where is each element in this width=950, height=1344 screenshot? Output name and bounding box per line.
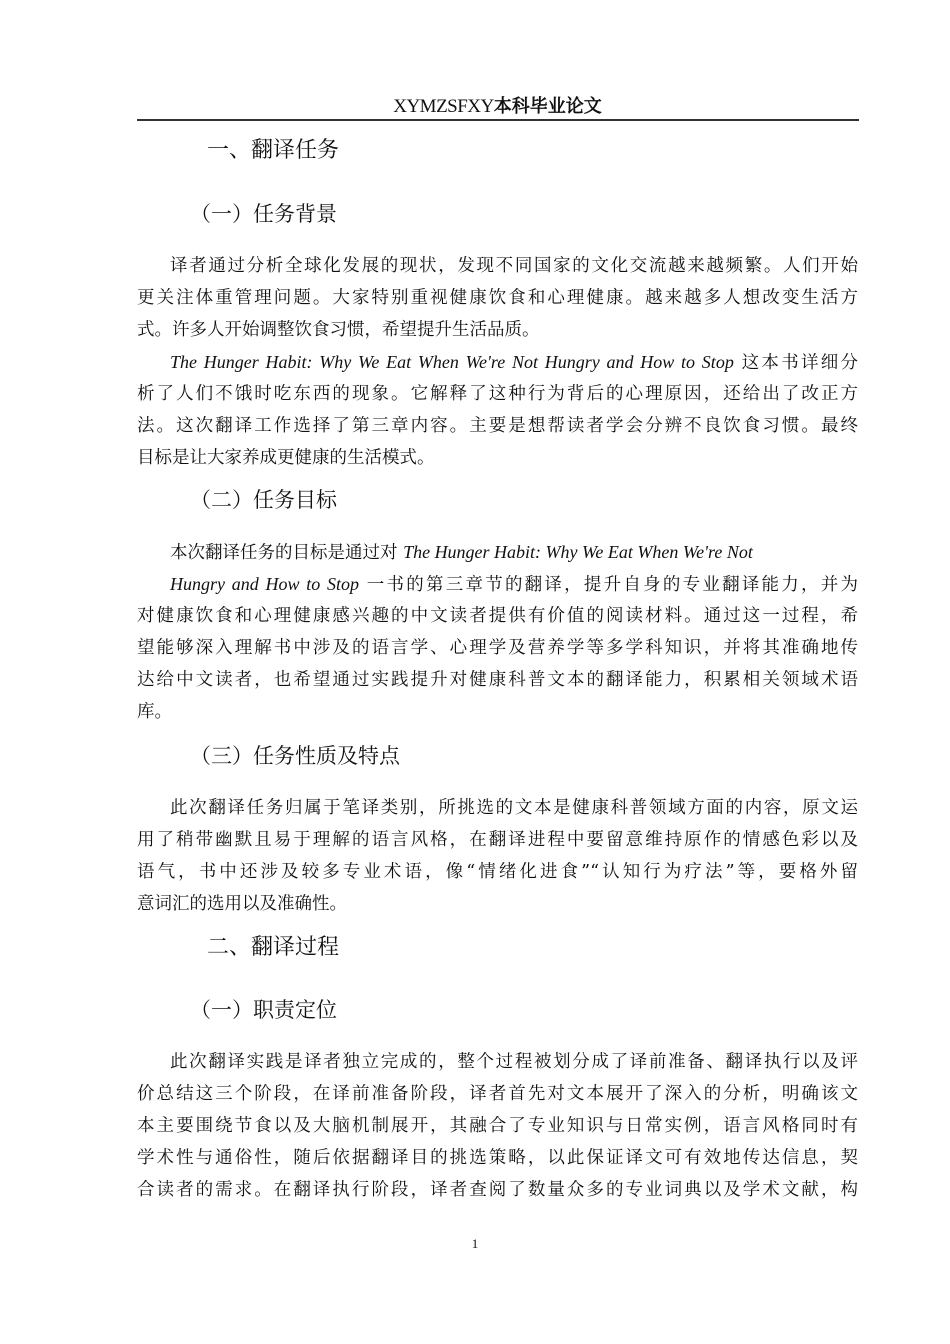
text-line bbox=[137, 250, 858, 282]
text-run: 式。许多人开始调整饮食习惯，希望提升生活品质。 bbox=[137, 320, 540, 340]
header-school-code: XYMZSFXY bbox=[393, 96, 494, 117]
paragraph bbox=[137, 250, 858, 346]
subsection-heading-role: （一）职责定位 bbox=[190, 998, 337, 1022]
text-run: 语气，书中还涉及较多专业术语，像“情绪化进食”“认知行为疗法”等，要格外留 bbox=[137, 862, 858, 882]
text-run: 对健康饮食和心理健康感兴趣的中文读者提供有价值的阅读材料。通过这一过程，希 bbox=[137, 606, 858, 626]
header-title: 本科毕业论文 bbox=[493, 96, 602, 117]
text-run: 这本书详细分 bbox=[733, 353, 859, 373]
text-line bbox=[137, 856, 858, 888]
text-line bbox=[137, 410, 858, 442]
text-run: 本次翻译任务的目标是通过对 bbox=[170, 543, 404, 563]
subsection-heading-goal: （二）任务目标 bbox=[190, 488, 337, 512]
text-run: 析了人们不饿时吃东西的现象。它解释了这种行为背后的心理原因，还给出了改正方 bbox=[137, 384, 858, 404]
text-run: 译者通过分析全球化发展的现状，发现不同国家的文化交流越来越频繁。人们开始 bbox=[170, 256, 858, 276]
text-line bbox=[137, 346, 858, 378]
section-heading-2: 二、翻译过程 bbox=[207, 935, 340, 960]
paragraph bbox=[137, 792, 858, 920]
running-header bbox=[137, 92, 858, 118]
text-run: 望能够深入理解书中涉及的语言学、心理学及营养学等多学科知识，并将其准确地传 bbox=[137, 638, 858, 658]
text-line bbox=[137, 442, 858, 474]
book-title-italic: Hungry and How to Stop bbox=[170, 574, 359, 594]
text-line bbox=[137, 664, 858, 696]
subsection-heading-background: （一）任务背景 bbox=[190, 202, 337, 226]
paragraph bbox=[137, 346, 858, 474]
text-run: 库。 bbox=[137, 702, 172, 722]
text-run: 用了稍带幽默且易于理解的语言风格，在翻译进程中要留意维持原作的情感色彩以及 bbox=[137, 830, 858, 850]
page-number: 1 bbox=[471, 1236, 479, 1251]
text-run: 学术性与通俗性，随后依据翻译目的挑选策略，以此保证译文可有效地传达信息，契 bbox=[137, 1148, 858, 1168]
text-line bbox=[137, 1110, 858, 1142]
text-run: 此次翻译任务归属于笔译类别，所挑选的文本是健康科普领域方面的内容，原文运 bbox=[170, 798, 858, 818]
text-run: 一书的第三章节的翻译，提升自身的专业翻译能力，并为 bbox=[358, 575, 859, 595]
text-line bbox=[137, 1046, 858, 1078]
text-run: 合读者的需求。在翻译执行阶段，译者查阅了数量众多的专业词典以及学术文献，构 bbox=[137, 1180, 858, 1200]
section-heading-1: 一、翻译任务 bbox=[207, 138, 340, 163]
text-line bbox=[137, 792, 858, 824]
text-line bbox=[137, 568, 858, 600]
text-line bbox=[137, 600, 858, 632]
text-line bbox=[137, 378, 858, 410]
text-line bbox=[137, 1142, 858, 1174]
text-line bbox=[137, 824, 858, 856]
subsection-heading-nature: （三）任务性质及特点 bbox=[190, 744, 400, 768]
text-run: 价总结这三个阶段，在译前准备阶段，译者首先对文本展开了深入的分析，明确该文 bbox=[137, 1084, 858, 1104]
text-run: 达给中文读者，也希望通过实践提升对健康科普文本的翻译能力，积累相关领域术语 bbox=[137, 670, 858, 690]
book-title-italic: The Hunger Habit: Why We Eat When We're Not Hungry and How to Stop bbox=[170, 352, 734, 372]
text-line bbox=[137, 632, 858, 664]
text-line bbox=[137, 696, 858, 728]
header-rule bbox=[137, 119, 859, 121]
text-line bbox=[137, 282, 858, 314]
text-line bbox=[137, 536, 858, 568]
text-run: 法。这次翻译工作选择了第三章内容。主要是想帮读者学会分辨不良饮食习惯。最终 bbox=[137, 416, 858, 436]
text-line bbox=[137, 888, 858, 920]
text-run: 此次翻译实践是译者独立完成的，整个过程被划分成了译前准备、翻译执行以及评 bbox=[170, 1052, 858, 1072]
text-run: 意词汇的选用以及准确性。 bbox=[137, 894, 347, 914]
text-line bbox=[137, 1078, 858, 1110]
text-line bbox=[137, 314, 858, 346]
paragraph bbox=[137, 1046, 858, 1206]
book-title-italic: The Hunger Habit: Why We Eat When We're Not bbox=[403, 542, 753, 562]
text-run: 本主要围绕节食以及大脑机制展开，其融合了专业知识与日常实例，语言风格同时有 bbox=[137, 1116, 858, 1136]
text-line bbox=[137, 1174, 858, 1206]
paragraph bbox=[137, 536, 858, 728]
text-run: 目标是让大家养成更健康的生活模式。 bbox=[137, 448, 435, 468]
text-run: 更关注体重管理问题。大家特别重视健康饮食和心理健康。越来越多人想改变生活方 bbox=[137, 288, 858, 308]
